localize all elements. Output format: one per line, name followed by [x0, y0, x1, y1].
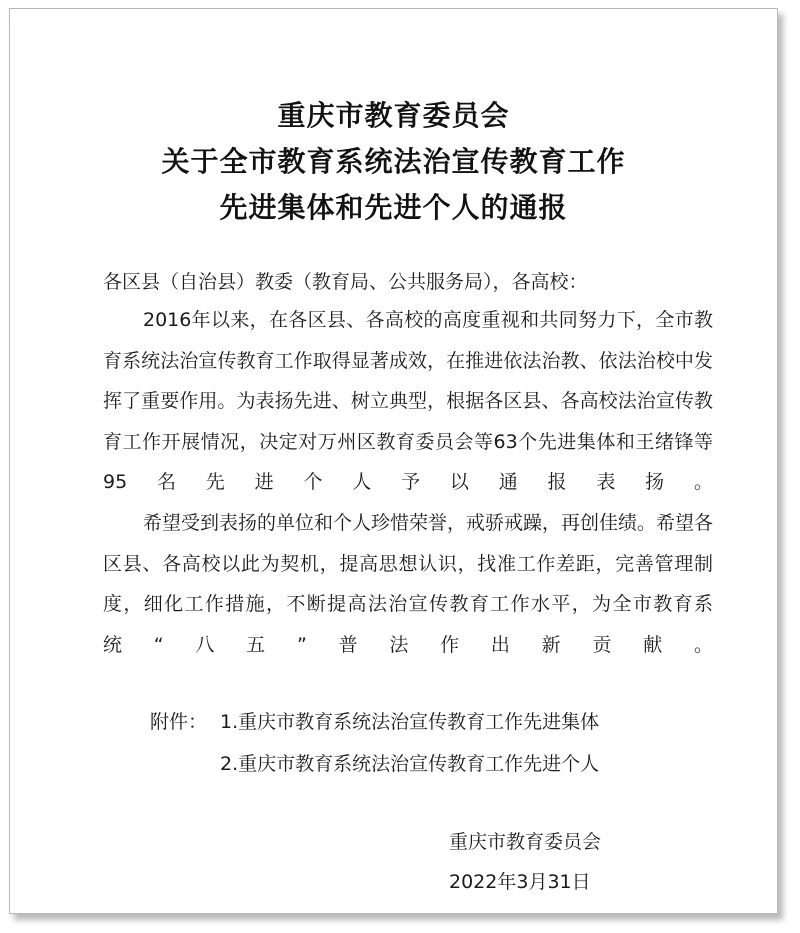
paragraph-2: [103, 503, 713, 665]
document-title-line-3: 先进集体和先进个人的通报: [219, 191, 568, 224]
attachment-item-2: 2.重庆市教育系统法治宣传教育工作先进个人: [220, 753, 600, 775]
paragraph-1: [103, 300, 713, 503]
attachment-item-1: 1.重庆市教育系统法治宣传教育工作先进集体: [220, 711, 600, 733]
document-title-line-2: 关于全市教育系统法治宣传教育工作: [161, 145, 626, 178]
salutation: 各区县（自治县）教委（教育局、公共服务局），各高校：: [103, 271, 588, 293]
signature-organization: 重庆市教育委员会: [449, 831, 602, 853]
signature-date: 2022年3月31日: [449, 871, 591, 893]
paragraph-1-text: 2016年以来，在各区县、各高校的高度重视和共同努力下，全市教育系统法治宣传教育工作取得显著成效，在推进依法治教、依法治校中发挥了重要作用。为表扬先进、树立典型，根据各区县、各高校法治宣传教育工作开展情况，决定对万州区教育委员会等63个先进集体和王绪锋等95名先进个人予以通报表扬。: [103, 309, 713, 493]
document-title-line-1: 重庆市教育委员会: [277, 99, 510, 132]
document-page: [9, 8, 778, 914]
attachment-label: 附件：: [150, 711, 208, 733]
paragraph-2-text: 希望受到表扬的单位和个人珍惜荣誉，戒骄戒躁，再创佳绩。希望各区县、各高校以此为契机，提高思想认识，找准工作差距，完善管理制度，细化工作措施，不断提高法治宣传教育工作水平，为全市教育系统“八五”普法作出新贡献。: [103, 512, 714, 656]
